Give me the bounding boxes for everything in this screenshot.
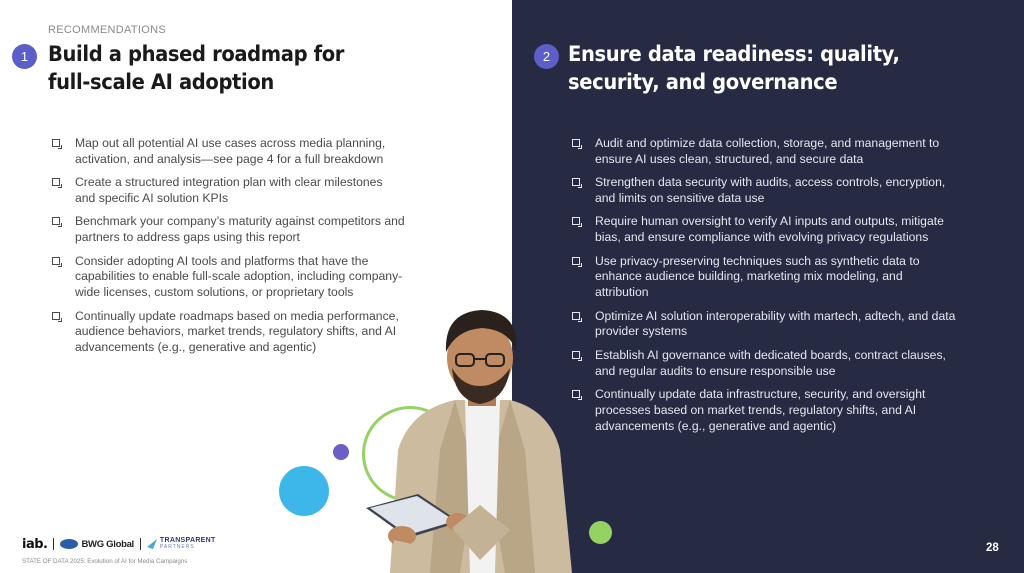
bwg-global-logo: [60, 539, 133, 550]
right-heading-line-1: Ensure data readiness: quality,: [568, 42, 900, 66]
bullet-text: Continually update roadmaps based on media performance, audience behaviors, market trends, regulatory shifts, and AI advancements (e.g., generative and agentic): [75, 308, 399, 355]
list-item: [568, 309, 958, 341]
bullet-text: Create a structured integration plan with clear milestones and specific AI solution KPIs: [75, 175, 383, 205]
footer-caption: STATE OF DATA 2025: Evolution of AI for Media Campaigns: [22, 558, 188, 565]
tp-logo-line-1: TRANSPARENT: [159, 537, 216, 544]
checkbox-bullet-icon: [52, 257, 60, 265]
list-item: [568, 136, 958, 168]
list-item: [568, 348, 958, 380]
list-item: [48, 254, 406, 301]
list-item: [568, 254, 958, 301]
right-heading: [568, 40, 921, 96]
person-holding-tablet-photo: [360, 300, 580, 573]
bwg-logo-text: BWG Global: [81, 538, 134, 550]
left-heading-line-1: Build a phased roadmap for: [48, 42, 345, 66]
checkbox-bullet-icon: [52, 178, 60, 186]
right-bullet-list: [568, 136, 958, 442]
bullet-text: Audit and optimize data collection, storage, and management to ensure AI uses clean, structured, and secure data: [595, 136, 940, 166]
page-number: 28: [986, 542, 999, 554]
bullet-text: Use privacy-preserving techniques such as synthetic data to enhance audience building, marketing mix modeling, and attribution: [595, 253, 920, 300]
globe-icon: [60, 539, 78, 549]
decorative-green-circle: [589, 521, 612, 544]
bullet-text: Strengthen data security with audits, access controls, encryption, and limits on sensitive data use: [595, 175, 946, 205]
number-badge-2: 2: [534, 44, 559, 69]
decorative-purple-circle: [333, 444, 349, 460]
bullet-text: Continually update data infrastructure, security, and oversight processes based on market trends, regulatory shifts, and AI advancements (e.g., generative and agentic): [595, 386, 926, 433]
number-badge-1: 1: [12, 44, 37, 69]
footer-logos: [22, 536, 216, 552]
left-heading: [48, 40, 364, 96]
checkbox-bullet-icon: [572, 178, 580, 186]
checkbox-bullet-icon: [52, 312, 60, 320]
bullet-text: Map out all potential AI use cases across media planning, activation, and analysis—see page 4 for a full breakdown: [75, 136, 386, 166]
list-item: [48, 214, 406, 246]
checkbox-bullet-icon: [572, 257, 580, 265]
right-heading-line-2: security, and governance: [568, 70, 838, 94]
iab-logo: iab.: [22, 536, 48, 552]
list-item: [568, 387, 958, 434]
decorative-blue-circle: [279, 466, 329, 516]
bullet-text: Optimize AI solution interoperability with martech, adtech, and data provider systems: [595, 308, 956, 339]
logo-divider: [140, 538, 141, 550]
list-item: [48, 136, 406, 168]
transparent-partners-logo: [147, 537, 216, 551]
bullet-text: Benchmark your company’s maturity against competitors and partners to address gaps using this report: [75, 214, 405, 245]
list-item: [48, 309, 406, 356]
checkbox-bullet-icon: [52, 217, 60, 225]
checkbox-bullet-icon: [572, 217, 580, 225]
checkbox-bullet-icon: [572, 139, 580, 147]
logo-divider: [53, 538, 54, 550]
list-item: [568, 175, 958, 207]
bullet-text: Establish AI governance with dedicated boards, contract clauses, and regular audits to ensure responsible use: [595, 347, 946, 378]
left-bullet-list: [48, 136, 406, 364]
list-item: [48, 175, 406, 207]
left-heading-line-2: full-scale AI adoption: [48, 70, 274, 94]
checkbox-bullet-icon: [52, 139, 60, 147]
list-item: [568, 214, 958, 246]
tp-logo-line-2: PARTNERS: [159, 544, 195, 550]
section-label: RECOMMENDATIONS: [48, 24, 166, 36]
bullet-text: Require human oversight to verify AI inputs and outputs, mitigate bias, and ensure compliance with evolving privacy regulations: [595, 214, 944, 245]
bullet-text: Consider adopting AI tools and platforms that have the capabilities to enable full-scale adoption, including company-wide licenses, custom solutions, or proprietary tools: [75, 253, 403, 300]
transparent-partners-mark-icon: [147, 539, 157, 549]
